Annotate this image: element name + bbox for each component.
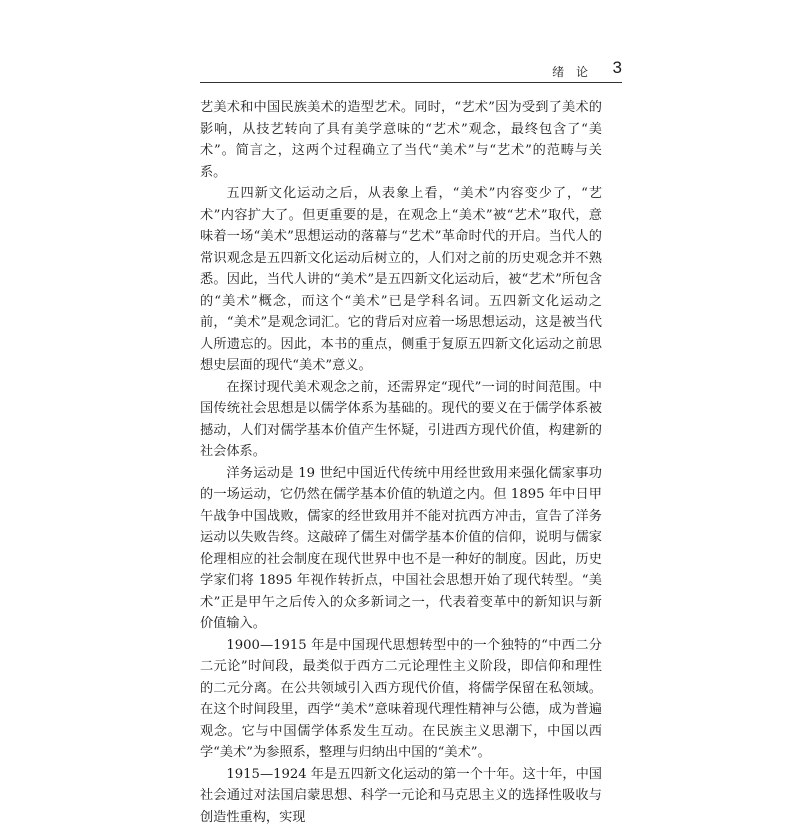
paragraph: 艺美术和中国民族美术的造型艺术。同时，“艺术”因为受到了美术的影响，从技艺转向了具有美学意味的“艺术”观念，最终包含了“美术”。简言之，这两个过程确立了当代“美术”与“艺术”的范畴与关系。 xyxy=(200,97,602,183)
paragraph: 五四新文化运动之后，从表象上看，“美术”内容变少了，“艺术”内容扩大了。但更重要的是，在观念上“美术”被“艺术”取代，意味着一场“美术”思想运动的落幕与“艺术”革命时代的开启。当代人的常识观念是五四新文化运动后树立的，人们对之前的历史观念并不熟悉。因此，当代人讲的“美术”是五四新文化运动后，被“艺术”所包含的“美术”概念，而这个“美术”已是学科名词。五四新文化运动之前，“美术”是观念词汇。它的背后对应着一场思想运动，这是被当代人所遗忘的。因此，本书的重点，侧重于复原五四新文化运动之前思想史层面的现代“美术”意义。 xyxy=(200,183,602,377)
paragraph: 洋务运动是 19 世纪中国近代传统中用经世致用来强化儒家事功的一场运动，它仍然在儒学基本价值的轨道之内。但 1895 年中日甲午战争中国战败，儒家的经世致用并不能对抗西方冲击，宣告了洋务运动以失败告终。这敲碎了儒生对儒学基本价值的信仰，说明与儒家伦理相应的社会制度在现代世界中也不是一种好的制度。因此，历史学家们将 1895 年视作转折点，中国社会思想开始了现代转型。“美术”正是甲午之后传入的众多新词之一，代表着变革中的新知识与新价值输入。 xyxy=(200,463,602,635)
chapter-title: 绪 论 xyxy=(552,63,592,80)
paragraph: 1915—1924 年是五四新文化运动的第一个十年。这十年，中国社会通过对法国启蒙思想、科学一元论和马克思主义的选择性吸收与创造性重构，实现 xyxy=(200,764,602,828)
running-header xyxy=(200,60,622,83)
body-text xyxy=(200,97,602,828)
paragraph: 1900—1915 年是中国现代思想转型中的一个独特的“中西二分二元论”时间段，最类似于西方二元论理性主义阶段，即信仰和理性的二元分离。在公共领域引入西方现代价值，将儒学保留在私领域。在这个时间段里，西学“美术”意味着现代理性精神与公德，成为普遍观念。它与中国儒学体系发生互动。在民族主义思潮下，中国以西学“美术”为参照系，整理与归纳出中国的“美术”。 xyxy=(200,635,602,764)
paragraph: 在探讨现代美术观念之前，还需界定“现代”一词的时间范围。中国传统社会思想是以儒学体系为基础的。现代的要义在于儒学体系被撼动，人们对儒学基本价值产生怀疑，引进西方现代价值，构建新的社会体系。 xyxy=(200,377,602,463)
page-number: 3 xyxy=(613,58,622,78)
